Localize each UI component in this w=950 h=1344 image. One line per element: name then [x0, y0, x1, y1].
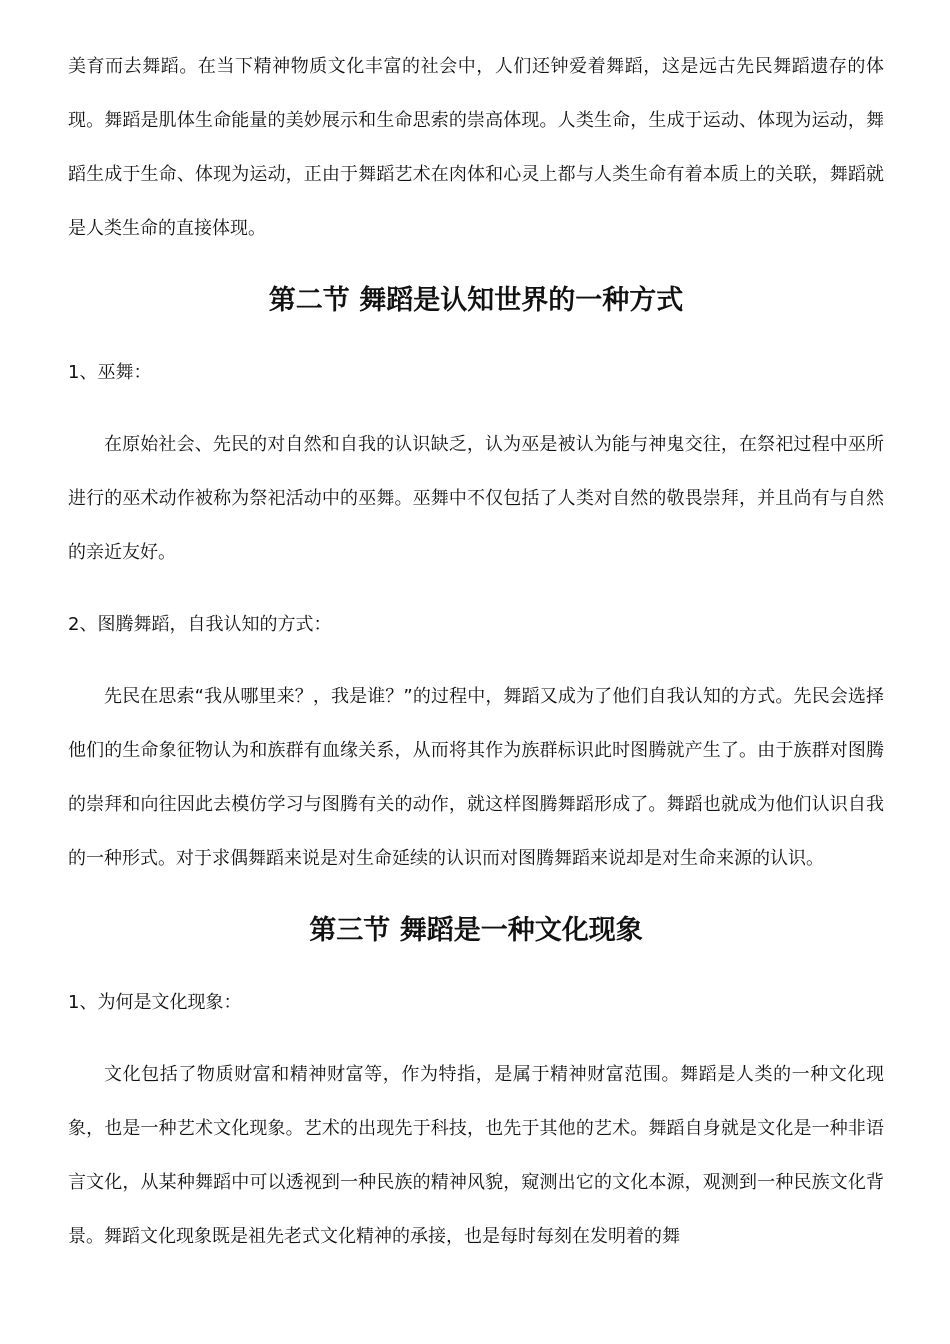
section-2-item-2-title: 2、图腾舞蹈，自我认知的方式： — [68, 614, 332, 635]
spacer — [68, 652, 884, 670]
section-3-item-1-body: 文化包括了物质财富和精神财富等，作为特指，是属于精神财富范围。舞蹈是人类的一种文化现象，也是一种艺术文化现象。艺术的出现先于科技，也先于其他的艺术。舞蹈自身就是文化是一种非语言文化，从某种舞蹈中可以透视到一种民族的精神风貌，窥测出它的文化本源，观测到一种民族文化背景。舞蹈文化现象既是祖先老式文化精神的承接，也是每时每刻在发明着的舞 — [68, 1064, 884, 1247]
spacer — [68, 886, 884, 904]
spacer — [68, 328, 884, 346]
document-body — [68, 40, 884, 1264]
section-2-item-2-body: 先民在思索“我从哪里来？，我是谁？”的过程中，舞蹈又成为了他们自我认知的方式。先民会选择他们的生命象征物认为和族群有血缘关系，从而将其作为族群标识此时图腾就产生了。由于族群对图腾的崇拜和向往因此去模仿学习与图腾有关的动作，就这样图腾舞蹈形成了。舞蹈也就成为他们认识自我的一种形式。对于求偶舞蹈来说是对生命延续的认识而对图腾舞蹈来说却是对生命来源的认识。 — [68, 686, 884, 869]
intro-paragraph: 美育而去舞蹈。在当下精神物质文化丰富的社会中，人们还钟爱着舞蹈，这是远古先民舞蹈遗存的体现。舞蹈是肌体生命能量的美妙展示和生命思索的崇高体现。人类生命，生成于运动、体现为运动，舞蹈生成于生命、体现为运动，正由于舞蹈艺术在肉体和心灵上都与人类生命有着本质上的关联，舞蹈就是人类生命的直接体现。 — [68, 56, 884, 239]
spacer — [68, 1030, 884, 1048]
section-3-item-1-title: 1、为何是文化现象： — [68, 992, 242, 1013]
spacer — [68, 256, 884, 274]
section-3-heading: 第三节 舞蹈是一种文化现象 — [309, 915, 643, 946]
section-2-heading: 第二节 舞蹈是认知世界的一种方式 — [268, 285, 684, 316]
section-2-item-1-title: 1、巫舞： — [68, 362, 152, 383]
spacer — [68, 958, 884, 976]
spacer — [68, 400, 884, 418]
spacer — [68, 580, 884, 598]
section-2-item-1-body: 在原始社会、先民的对自然和自我的认识缺乏，认为巫是被认为能与神鬼交往，在祭祀过程中巫所进行的巫术动作被称为祭祀活动中的巫舞。巫舞中不仅包括了人类对自然的敬畏崇拜，并且尚有与自然的亲近友好。 — [68, 434, 884, 563]
